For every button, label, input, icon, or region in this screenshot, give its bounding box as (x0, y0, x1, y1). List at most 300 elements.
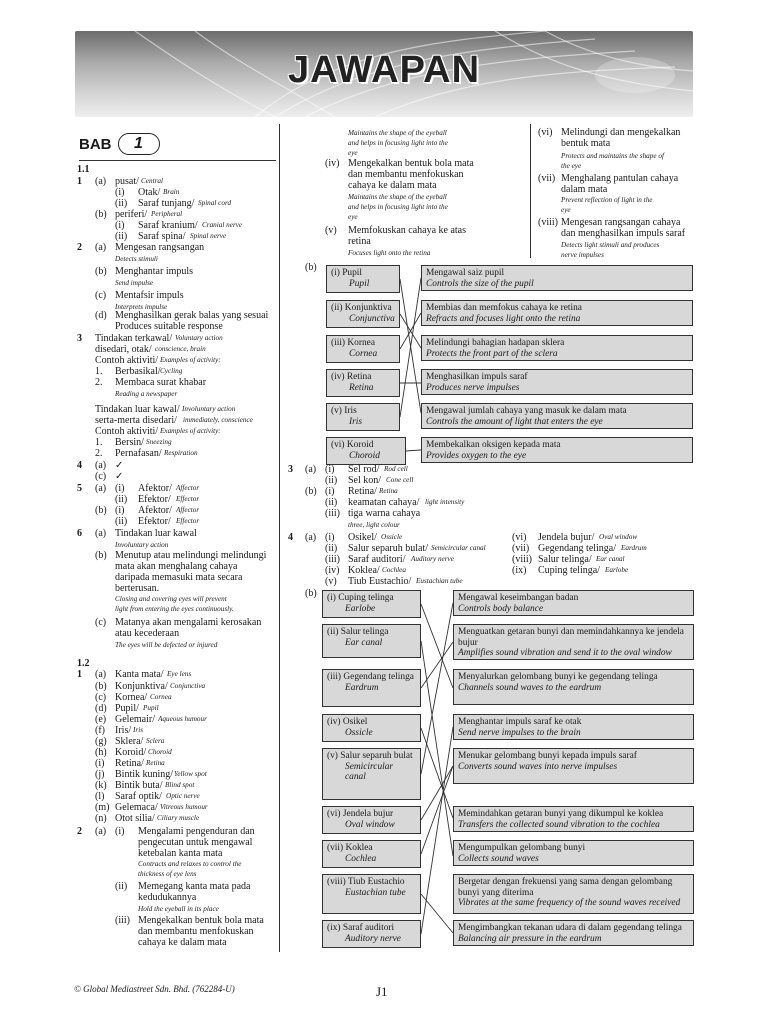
answer-text: (a) (95, 460, 107, 471)
box-malay-text: Mengawal jumlah cahaya yang masuk ke dalam mata (426, 406, 627, 416)
answer-text: (a) (95, 826, 107, 837)
english-translation-text: eye (348, 149, 358, 157)
answer-text: Tindakan luar kawal (115, 528, 197, 539)
answer-text: Pupil/ (115, 703, 139, 714)
english-translation-text: Protects and maintains the shape of (561, 152, 664, 160)
answer-text: atau kecederaan (115, 628, 180, 639)
answer-text: Saraf tunjang/ (138, 198, 195, 209)
english-translation-text: Closing and covering eyes will prevent (115, 595, 227, 603)
answer-text: Kanta mata/ (115, 669, 164, 680)
english-translation-text: Involuntary action (182, 405, 236, 413)
answer-text: (b) (95, 550, 107, 561)
box-english-text: Conjunctiva (349, 313, 395, 324)
answer-text: (i) (115, 505, 125, 516)
box-english-text: Semicircular canal (345, 761, 394, 782)
answer-text: (a) (95, 528, 107, 539)
english-translation-text: Choroid (148, 748, 172, 756)
answer-text: (e) (95, 714, 107, 725)
answer-text: (ii) (115, 494, 128, 505)
answer-text: pusat/ (115, 176, 139, 187)
answer-text: (f) (95, 725, 105, 736)
box-malay-text: Mengumpulkan gelombang bunyi (458, 843, 586, 853)
answer-text: serta-merta disedari/ (95, 415, 177, 426)
box-malay-text: (iii) Gegendang telinga (327, 672, 414, 682)
answer-text: (c) (95, 471, 107, 482)
answer-text: Contoh aktiviti/ (95, 426, 159, 437)
english-translation-text: Optic nerve (166, 792, 200, 800)
box-malay-text: (vi) Koroid (331, 440, 374, 450)
box-malay-text: (iv) Osikel (327, 717, 368, 727)
page-title: JAWAPAN (287, 49, 481, 91)
english-translation-text: the eye (561, 162, 582, 170)
answer-text: (iii) (115, 915, 130, 926)
box-english-text: Auditory nerve (345, 933, 401, 944)
box-english-text: Send nerve impulses to the brain (458, 727, 581, 738)
answer-text: (g) (95, 736, 107, 747)
english-translation-text: Spinal cord (198, 199, 232, 207)
answer-text: Osikel/ (348, 532, 377, 543)
answer-text: (ii) (115, 881, 128, 892)
answer-text: (c) (95, 617, 107, 628)
box-malay-text: (ii) Konjunktiva (331, 303, 392, 313)
english-translation-text: Auditory nerve (411, 555, 454, 563)
english-translation-text: Ossicle (381, 533, 403, 541)
answer-text: 5 (77, 483, 82, 494)
english-translation-text: Maintains the shape of the eyeball (348, 129, 447, 137)
english-translation-text: Contracts and relaxes to control the (138, 860, 242, 868)
answer-text: (a) (95, 176, 107, 187)
answer-text: (ix) (512, 565, 527, 576)
chapter-number: 1 (118, 133, 160, 155)
english-translation-text: Maintains the shape of the eyeball (348, 193, 447, 201)
answer-text: (a) (95, 242, 107, 253)
box-malay-text: Memindahkan getaran bunyi yang dikumpul ke koklea (458, 809, 664, 819)
answer-text: Salur telinga/ (538, 554, 592, 565)
answer-text: Mengalami pengenduran dan (138, 826, 255, 837)
answer-text: 3 (288, 464, 293, 475)
box-english-text: Produces nerve impulses (426, 382, 520, 393)
answer-text: Menghalang pantulan cahaya (561, 173, 679, 184)
english-translation-text: Pupil (143, 704, 159, 712)
answer-text: mata akan menghalang cahaya (115, 561, 238, 572)
answer-text: Memegang kanta mata pada (138, 881, 251, 892)
answer-text: (iii) (325, 554, 340, 565)
answer-text: 1 (77, 669, 82, 680)
box-malay-text: (viii) Tiub Eustachio (327, 877, 405, 887)
answer-text: Efektor/ (138, 494, 171, 505)
answer-text: Bintik buta/ (115, 780, 163, 791)
answer-text: (i) (115, 826, 125, 837)
answer-text: Tindakan terkawal/ (95, 333, 173, 344)
box-malay-text: (v) Salur separuh bulat (327, 751, 413, 761)
english-translation-text: Cycling (160, 367, 183, 375)
english-translation-text: Rod cell (384, 465, 408, 473)
answer-text: (k) (95, 780, 107, 791)
english-translation-text: Conjunctiva (170, 682, 206, 690)
english-translation-text: Cornea (150, 693, 172, 701)
english-translation-text: Ciliary muscle (157, 814, 200, 822)
box-english-text: Cornea (349, 348, 378, 359)
answer-text: Gegendang telinga/ (538, 543, 617, 554)
answer-text: Salur separuh bulat/ (348, 543, 428, 554)
answer-text: retina (348, 236, 371, 247)
english-translation-text: and helps in focusing light into the (348, 203, 448, 211)
answer-text: (i) (325, 486, 335, 497)
english-translation-text: Peripheral (151, 210, 183, 218)
page-number: J1 (376, 984, 388, 999)
english-translation-text: Eustachian tube (416, 577, 463, 585)
answer-text: (ii) (115, 231, 128, 242)
answer-text: Sklera/ (115, 736, 144, 747)
answer-text: (ii) (325, 475, 338, 486)
english-translation-text: Aqueous humour (158, 715, 207, 723)
english-translation-text: Detects stimuli (115, 255, 158, 263)
box-malay-text: Menyalurkan gelombang bunyi ke gegendang telinga (458, 672, 658, 682)
answer-text: (viii) (538, 217, 558, 228)
answer-text: Menghantar impuls (115, 266, 194, 277)
answer-text: berterusan. (115, 583, 160, 594)
english-translation-text: Hold the eyeball in its place (138, 905, 219, 913)
english-translation-text: eye (561, 206, 571, 214)
english-translation-text: Iris (133, 726, 143, 734)
box-malay-text: (i) Pupil (331, 268, 362, 278)
english-translation-text: Prevent reflection of light in the (561, 196, 653, 204)
answer-text: Bersin/ (115, 437, 144, 448)
answer-text: Mengekalkan bentuk bola mata (348, 158, 474, 169)
answer-text: (ii) (325, 497, 338, 508)
answer-text: keamatan cahaya/ (348, 497, 420, 508)
english-translation-text: Sclera (146, 737, 165, 745)
answer-text: (i) (325, 532, 335, 543)
box-malay-text: Membias dan memfokus cahaya ke retina (426, 303, 582, 313)
answer-text: dalam mata (561, 184, 608, 195)
answer-text: ✓ (115, 471, 124, 482)
box-malay-text: Mengawal saiz pupil (426, 268, 505, 278)
box-malay-text: (iii) Kornea (331, 338, 375, 348)
box-english-text: Refracts and focuses light onto the retina (426, 313, 581, 324)
english-translation-text: Effector (176, 495, 200, 503)
box-malay-text: (vi) Jendela bujur (327, 809, 394, 819)
answer-text: tiga warna cahaya (348, 508, 421, 519)
box-malay-text: (ix) Saraf auditori (327, 923, 395, 933)
answer-text: bentuk mata (561, 138, 611, 149)
box-english-text: Eustachian tube (345, 887, 406, 898)
english-translation-text: Examples of activity: (160, 356, 221, 364)
answer-text: ✓ (115, 460, 124, 471)
english-translation-text: Central (141, 177, 163, 185)
answer-text: dan menghasilkan impuls saraf (561, 228, 686, 239)
english-translation-text: Interprets impulse (115, 303, 168, 311)
answer-text: (h) (95, 747, 107, 758)
english-translation-text: Ear canal (596, 555, 625, 563)
answer-text: Mentafsir impuls (115, 290, 184, 301)
answer-text: 1 (77, 176, 82, 187)
english-translation-text: Sneezing (146, 438, 172, 446)
box-english-text: Controls body balance (458, 603, 544, 614)
english-translation-text: immediately, conscience (183, 416, 253, 424)
answer-text: Sel kon/ (348, 475, 382, 486)
answer-text: Tiub Eustachio/ (348, 576, 412, 587)
english-translation-text: Effector (176, 517, 200, 525)
answer-text: Produces suitable response (115, 321, 223, 332)
answer-text: (ii) (325, 543, 338, 554)
answer-text: 2. (95, 448, 103, 459)
answer-text: 1.2 (77, 658, 90, 669)
answer-text: (m) (95, 802, 110, 813)
answer-text: 4 (77, 460, 82, 471)
box-english-text: Earlobe (345, 603, 376, 614)
box-english-text: Oval window (345, 819, 395, 830)
answer-text: (b) (95, 266, 107, 277)
english-translation-text: Focuses light onto the retina (348, 249, 431, 257)
answer-text: Otot silia/ (115, 813, 155, 824)
answer-text: 2. (95, 377, 103, 388)
chapter-label: BAB (79, 135, 112, 153)
answer-text: (a) (305, 464, 317, 475)
answer-text: pengecutan untuk mengawal (138, 837, 253, 848)
answer-text: Menghasilkan gerak balas yang sesuai (115, 310, 269, 321)
answer-text: (a) (95, 669, 107, 680)
box-english-text: Channels sound waves to the eardrum (458, 682, 602, 693)
answer-text: (a) (305, 532, 317, 543)
answer-text: (iii) (325, 508, 340, 519)
match-line-ossicle (421, 728, 453, 818)
match-line-eustachian (421, 894, 453, 933)
box-english-text: Transfers the collected sound vibration to the cochlea (458, 819, 660, 830)
answer-text: kedudukannya (138, 892, 197, 903)
answer-text: Berbasikal/ (115, 366, 161, 377)
answer-text: ketebalan kanta mata (138, 848, 223, 859)
answer-text: periferi/ (115, 209, 148, 220)
english-translation-text: Spinal nerve (190, 232, 227, 240)
answer-text: (vii) (512, 543, 530, 554)
english-translation-text: and helps in focusing light into the (348, 139, 448, 147)
english-translation-text: three, light colour (348, 521, 400, 529)
english-translation-text: Involuntary action (115, 541, 169, 549)
answer-text: Mengesan rangsangan cahaya (561, 217, 681, 228)
english-translation-text: Affector (176, 484, 200, 492)
box-english-text: Ossicle (345, 727, 373, 738)
answer-text: (a) (95, 483, 107, 494)
answer-text: Efektor/ (138, 516, 171, 527)
english-translation-text: Affector (176, 506, 200, 514)
box-malay-text: Mengawal keseimbangan badan (458, 593, 579, 603)
box-english-text: Vibrates at the same frequency of the sound waves received (458, 898, 681, 908)
english-translation-text: light from entering the eyes continuously. (115, 605, 234, 613)
box-malay-text: Menukar gelombang bunyi kepada impuls saraf (458, 751, 637, 761)
match-line-auditory (421, 727, 453, 934)
answer-text: (ii) (115, 516, 128, 527)
match-line-eardrum (421, 642, 453, 688)
answer-text: (vi) (538, 127, 553, 138)
answer-text: (b) (95, 681, 107, 692)
english-translation-text: Semicircular canal (431, 544, 486, 552)
answer-text: (v) (325, 225, 337, 236)
answer-text: (vi) (512, 532, 527, 543)
answer-text: (i) (115, 483, 125, 494)
english-translation-text: Detects light stimuli and produces (561, 241, 660, 249)
box-malay-text: Melindungi bahagian hadapan sklera (426, 338, 565, 348)
answer-text: dan membantu menfokuskan (138, 926, 254, 937)
english-translation-text: light intensity (425, 498, 465, 506)
box-english-text: Provides oxygen to the eye (426, 450, 527, 461)
answer-text: (c) (95, 692, 107, 703)
answer-text: Mengekalkan bentuk bola mata (138, 915, 264, 926)
box-english-text: Pupil (349, 278, 370, 289)
answer-text: Gelemaca/ (115, 802, 158, 813)
english-translation-text: The eyes will be defected or injured (115, 641, 218, 649)
answer-text: Memfokuskan cahaya ke atas (348, 225, 467, 236)
answer-text: (b) (95, 505, 107, 516)
answer-text: 4 (288, 532, 293, 543)
english-translation-text: Retina (379, 487, 398, 495)
answer-text: (n) (95, 813, 107, 824)
english-translation-text: thickness of eye lens (138, 870, 197, 878)
english-translation-text: Voluntary action (175, 334, 223, 342)
english-translation-text: conscience, brain (155, 345, 206, 353)
answer-text: (b) (305, 588, 317, 599)
box-english-text: Protects the front part of the sclera (426, 348, 558, 359)
match-line-choroid (405, 450, 421, 451)
box-malay-text: Menguatkan getaran bunyi dan memindahkannya ke jendela bujur (458, 627, 684, 648)
english-translation-text: Brain (163, 188, 180, 196)
answer-text: 1. (95, 437, 103, 448)
english-translation-text: Reading a newspaper (115, 390, 178, 398)
english-translation-text: Cranial nerve (202, 221, 243, 229)
box-english-text: Ear canal (345, 637, 383, 648)
english-translation-text: Send impulse (115, 279, 154, 287)
answer-text: 3 (77, 333, 82, 344)
answer-text: Contoh aktiviti/ (95, 355, 159, 366)
english-translation-text: nerve impulses (561, 251, 604, 259)
answer-text: (i) (95, 758, 105, 769)
answer-text: 2 (77, 242, 82, 253)
english-translation-text: Eye lens (167, 670, 192, 678)
answer-text: Koroid/ (115, 747, 147, 758)
answer-text: (b) (305, 262, 317, 273)
box-malay-text: (ii) Salur telinga (327, 627, 389, 637)
answer-text: Gelemair/ (115, 714, 155, 725)
answer-text: (i) (115, 187, 125, 198)
answer-text: (i) (115, 220, 125, 231)
box-malay-text: (v) Iris (331, 406, 357, 416)
box-english-text: Collects sound waves (458, 853, 539, 864)
answer-text: (vii) (538, 173, 556, 184)
answer-text: Retina/ (348, 486, 377, 497)
answer-text: Matanya akan mengalami kerosakan (115, 617, 262, 628)
answer-text: 2 (77, 826, 82, 837)
english-translation-text: Retina (146, 759, 165, 767)
english-translation-text: Oval window (599, 533, 638, 541)
answer-text: (v) (325, 576, 337, 587)
answer-text: Afektor/ (138, 483, 172, 494)
answer-text: Pernafasan/ (115, 448, 162, 459)
answer-text: (b) (305, 486, 317, 497)
answer-text: Saraf auditori/ (348, 554, 406, 565)
box-english-text: Cochlea (345, 853, 377, 864)
box-malay-text: Bergetar dengan frekuensi yang sama dengan gelombang bunyi yang diterima (458, 877, 673, 898)
answer-text: Menutup atau melindungi melindungi (115, 550, 267, 561)
box-malay-text: Menghasilkan impuls saraf (426, 372, 528, 382)
answer-text: cahaya ke dalam mata (138, 937, 227, 948)
answer-text: Koklea/ (348, 565, 380, 576)
answer-text: (b) (95, 209, 107, 220)
box-english-text: Retina (349, 382, 374, 393)
english-translation-text: Vitreous humour (160, 803, 208, 811)
answer-text: 6 (77, 528, 82, 539)
answer-text: (c) (95, 290, 107, 301)
box-malay-text: (i) Cuping telinga (327, 593, 394, 603)
box-english-text: Controls the size of the pupil (426, 278, 534, 289)
answer-text: (j) (95, 769, 105, 780)
answer-text: Saraf spina/ (138, 231, 186, 242)
answer-text: Saraf kranium/ (138, 220, 198, 231)
box-malay-text: (vii) Koklea (327, 843, 373, 853)
box-english-text: Balancing air pressure in the eardrum (458, 933, 602, 944)
answer-text: (l) (95, 791, 105, 802)
answer-text: 1. (95, 366, 103, 377)
match-line-cochlea (421, 766, 453, 854)
answer-text: (viii) (512, 554, 532, 565)
answer-text: Saraf optik/ (115, 791, 162, 802)
answer-text: Tindakan luar kawal/ (95, 404, 180, 415)
english-translation-text: Examples of activity: (160, 427, 221, 435)
answer-text: (iv) (325, 565, 340, 576)
answer-text: Afektor/ (138, 505, 172, 516)
answer-text: Sel rod/ (348, 464, 380, 475)
english-translation-text: Blind spot (165, 781, 195, 789)
answer-text: Mengesan rangsangan (115, 242, 205, 253)
english-translation-text: Cochlea (382, 566, 406, 574)
box-english-text: Converts sound waves into nerve impulses (458, 761, 618, 772)
answer-text: Otak/ (138, 187, 161, 198)
answer-text: (i) (325, 464, 335, 475)
answer-text: (d) (95, 310, 107, 321)
answer-text: disedari, otak/ (95, 344, 152, 355)
answer-text: Bintik kuning/ (115, 769, 174, 780)
answer-text: dan membantu menfokuskan (348, 169, 464, 180)
english-translation-text: Respiration (164, 449, 198, 457)
answer-text: Cuping telinga/ (538, 565, 600, 576)
answer-text: Iris/ (115, 725, 132, 736)
box-malay-text: (iv) Retina (331, 372, 372, 382)
answer-text: Melindungi dan mengekalkan (561, 127, 681, 138)
box-malay-text: Membekalkan oksigen kepada mata (426, 440, 561, 450)
english-translation-text: Yellow spot (174, 770, 207, 778)
box-malay-text: Mengimbangkan tekanan udara di dalam gegendang telinga (458, 923, 682, 933)
answer-text: cahaya ke dalam mata (348, 180, 437, 191)
answer-text: Jendela bujur/ (538, 532, 595, 543)
answer-text: Retina/ (115, 758, 144, 769)
box-english-text: Eardrum (345, 682, 379, 693)
box-english-text: Choroid (349, 450, 380, 461)
box-english-text: Amplifies sound vibration and send it to the oval window (458, 648, 672, 658)
copyright-footer: © Global Mediastreet Sdn. Bhd. (762284-U) (74, 984, 235, 994)
box-malay-text: Menghantar impuls saraf ke otak (458, 717, 582, 727)
answer-text: (iv) (325, 158, 340, 169)
answer-text: (d) (95, 703, 107, 714)
answer-text: (ii) (115, 198, 128, 209)
english-translation-text: Eardrum (621, 544, 647, 552)
box-english-text: Iris (349, 416, 363, 427)
answer-text: Kornea/ (115, 692, 148, 703)
answer-text: Konjunktiva/ (115, 681, 168, 692)
english-translation-text: Earlobe (605, 566, 629, 574)
english-translation-text: eye (348, 213, 358, 221)
box-english-text: Controls the amount of light that enters the eye (426, 416, 603, 427)
answer-text: daripada memasuki mata secara (115, 572, 243, 583)
english-translation-text: Cone cell (386, 476, 414, 484)
